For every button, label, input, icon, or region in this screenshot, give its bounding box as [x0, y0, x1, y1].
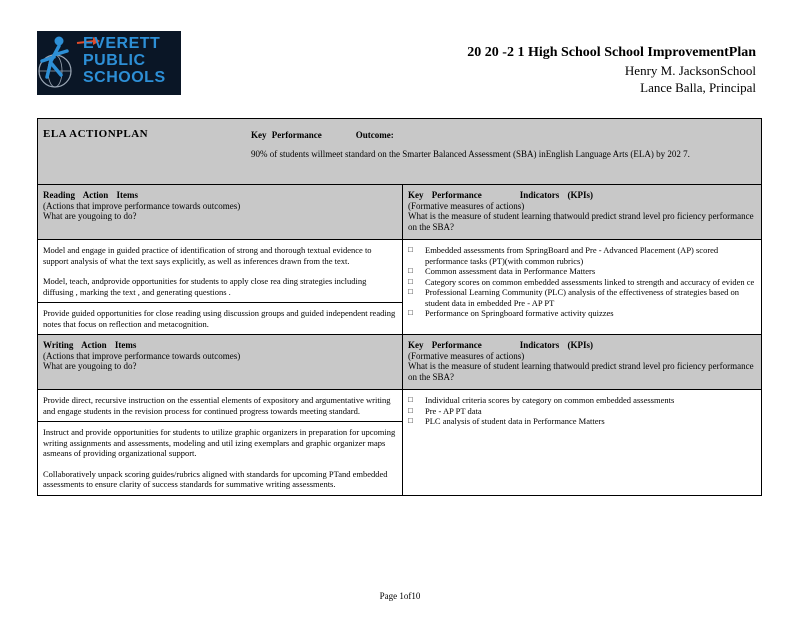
- reading-action-subtitle: (Actions that improve performance towards outcomes): [43, 200, 241, 211]
- reading-kpi-item: □ Professional Learning Community (PLC) analysis of the effectiveness of strategies based on student data in embedded Pre - AP PT: [408, 287, 756, 308]
- reading-kpi-list: [403, 240, 761, 324]
- reading-section-body: [38, 240, 761, 335]
- plan-title: ELA ACTIONPLAN: [43, 128, 149, 140]
- school-name: Henry M. JacksonSchool: [624, 63, 756, 78]
- reading-action-items-label: Reading Action Items: [43, 190, 138, 200]
- reading-kpi-subtitle: (Formative measures of actions): [408, 200, 525, 211]
- reading-action-question: What are yougoing to do?: [43, 211, 137, 221]
- writing-action-items-label: Writing Action Items: [43, 340, 137, 350]
- writing-section-body: [38, 390, 761, 495]
- key-performance-outcome-label: Key Performance Outcome:: [251, 130, 394, 140]
- writing-kpi-subtitle: (Formative measures of actions): [408, 350, 525, 361]
- reading-action-item: Provide guided opportunities for close reading using discussion groups and guided independent reading notes that focus on reflection and metacognition.: [43, 308, 396, 329]
- writing-kpi-item: □ PLC analysis of student data in Performance Matters: [408, 416, 756, 427]
- reading-kpi-item: □ Common assessment data in Performance Matters: [408, 266, 756, 277]
- writing-kpi-label: Key Performance Indicators (KPIs): [408, 340, 593, 350]
- reading-kpi-item: □ Category scores on common embedded assessments linked to strength and accuracy of eviden ce: [408, 277, 756, 288]
- writing-kpi-question: What is the measure of student learning thatwould predict strand level pro ficiency performance on the SBA?: [408, 361, 754, 382]
- writing-action-item: Instruct and provide opportunities for students to utilize graphic organizers in preparation for upcoming writing assignments and assessments, modeling and util izing exemplars and graphic organizer maps asmeans of providing organizational support.: [43, 427, 396, 458]
- reading-kpi-item: □ Performance on Springboard formative activity quizzes: [408, 308, 756, 319]
- writing-action-subtitle: (Actions that improve performance towards outcomes): [43, 350, 241, 361]
- principal-name: Lance Balla, Principal: [640, 80, 756, 95]
- writing-action-question: What are yougoing to do?: [43, 361, 137, 371]
- plan-header: [38, 119, 761, 185]
- reading-action-item: Model, teach, andprovide opportunities for students to apply close rea ding strategies including diffusing , marking the text , and generating questions .: [43, 276, 367, 297]
- reading-action-item: Model and engage in guided practice of identification of strong and thorough textual evidence to support analysis of what the text says explicitly, as well as inferences drawn from the text.: [43, 245, 372, 266]
- logo-wordmark: EVERETT PUBLIC SCHOOLS: [83, 35, 166, 86]
- writing-kpi-list: [403, 390, 761, 432]
- writing-action-item: Collaboratively unpack scoring guides/rubrics aligned with standards for upcoming PTand embedded assessments to ensure clarity of success standards for summative writing assessments.: [43, 468, 388, 489]
- page-number: Page 1of10: [379, 591, 421, 601]
- key-performance-outcome-text: 90% of students willmeet standard on the Smarter Balanced Assessment (SBA) inEnglish Language Arts (ELA) by 202 7.: [251, 149, 690, 159]
- ela-action-plan-table: [37, 118, 762, 496]
- writing-section-header: [38, 335, 761, 390]
- reading-action-cell: [38, 240, 402, 302]
- reading-section-header: [38, 185, 761, 240]
- district-logo: [37, 31, 181, 95]
- reading-kpi-label: Key Performance Indicators (KPIs): [408, 190, 593, 200]
- writing-action-item: Provide direct, recursive instruction on the essential elements of expository and argumentative writing and engage students in the revision process for continued progress towards meeting standard.: [43, 395, 391, 416]
- document-title: 20 20 -2 1 High School School ImprovementPlan: [467, 45, 756, 60]
- writing-kpi-item: □ Pre - AP PT data: [408, 406, 756, 417]
- reading-kpi-question: What is the measure of student learning thatwould predict strand level pro ficiency performance on the SBA?: [408, 211, 754, 232]
- writing-action-cell: [38, 390, 402, 421]
- reading-kpi-item: □ Embedded assessments from SpringBoard and Pre - Advanced Placement (AP) scored performance tasks (PT)(with common rubrics): [408, 245, 756, 266]
- reading-action-cell: [38, 302, 402, 334]
- writing-kpi-item: □ Individual criteria scores by category on common embedded assessments: [408, 395, 756, 406]
- writing-action-cell: [38, 421, 402, 495]
